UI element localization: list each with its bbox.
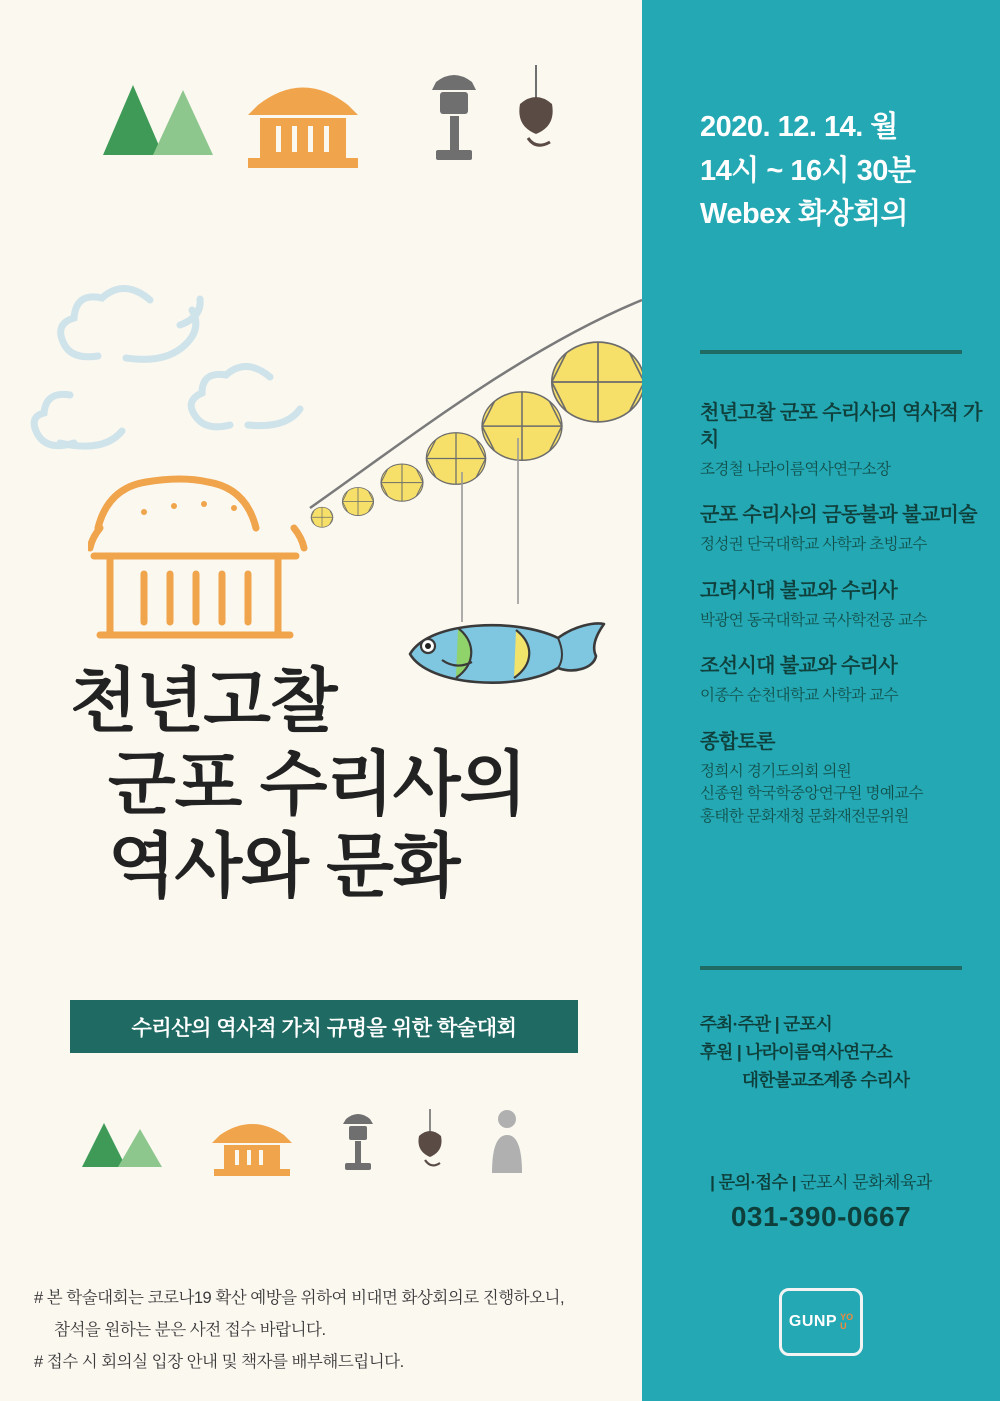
program-item <box>700 729 990 828</box>
bell-icon <box>418 1109 441 1165</box>
contact-info <box>642 1168 1000 1233</box>
poster-title <box>70 660 610 908</box>
program-title: 조선시대 불교와 수리사 <box>700 655 898 678</box>
program-title: 군포 수리사의 금동불과 불교미술 <box>700 504 977 527</box>
program-speakers <box>700 534 990 556</box>
subtitle-text: 수리산의 역사적 가치 규명을 위한 학술대회 <box>131 1016 517 1040</box>
mountain-icon <box>103 85 213 155</box>
speaker: 박광연 동국대학교 국사학전공 교수 <box>700 611 927 629</box>
logo-sub-text <box>840 1313 853 1332</box>
stone-lantern-icon <box>343 1114 373 1170</box>
monk-icon <box>492 1110 522 1173</box>
program-speakers <box>700 761 990 828</box>
program-item <box>700 653 990 707</box>
bottom-icon-row <box>70 1105 570 1185</box>
date-line-2: 14시 ~ 16시 30분 <box>700 154 916 187</box>
title-line-3: 역사와 문화 <box>108 827 460 906</box>
contact-label: | 문의·접수 | <box>710 1173 796 1192</box>
contact-phone[interactable]: 031-390-0667 <box>730 1201 912 1232</box>
speaker: 신종원 학국학중앙연구원 명예교수 <box>700 785 924 803</box>
mountain-icon <box>82 1123 162 1167</box>
program-title: 종합토론 <box>700 730 775 753</box>
program-item <box>700 400 990 481</box>
speaker: 정희시 경기도의회 의원 <box>700 762 852 780</box>
bell-icon <box>519 65 552 145</box>
gunpo-logo <box>779 1288 863 1356</box>
host-line-2: 후원 | 나라이름역사연구소 <box>700 1042 893 1062</box>
speaker: 이종수 순천대학교 사학과 교수 <box>700 687 898 705</box>
divider-bottom <box>700 966 962 970</box>
date-line-3: Webex 화상회의 <box>700 198 909 230</box>
subtitle-banner <box>70 1000 578 1053</box>
event-datetime <box>700 106 1000 237</box>
speaker: 정성권 단국대학교 사학과 초빙교수 <box>700 536 927 554</box>
contact-dept: 군포시 문화체육과 <box>800 1173 932 1192</box>
contact-label-row <box>642 1168 1000 1193</box>
logo-sub-bottom: U <box>840 1321 847 1331</box>
note-line-1: # 본 학술대회는 코로나19 확산 예방을 위하여 비대면 화상회의로 진행하오니, <box>34 1289 565 1307</box>
logo-main-text: GUNP <box>788 1313 838 1330</box>
host-line-3: 대한불교조계종 수리사 <box>742 1070 910 1090</box>
host-info <box>700 1010 1000 1094</box>
date-line-1: 2020. 12. 14. 월 <box>700 111 898 143</box>
divider-top <box>700 350 962 354</box>
right-panel <box>642 0 1000 1401</box>
host-line-1: 주최·주관 | 군포시 <box>700 1014 833 1034</box>
title-line-2: 군포 수리사의 <box>108 744 527 823</box>
logo-sub-top: YO <box>840 1311 854 1322</box>
program-item <box>700 578 990 632</box>
program-speakers <box>700 685 990 707</box>
note-line-3: # 접수 시 회의실 입장 안내 및 책자를 배부해드립니다. <box>34 1353 404 1372</box>
note-line-2: 참석을 원하는 분은 사전 접수 바랍니다. <box>54 1321 326 1340</box>
program-speakers <box>700 459 990 481</box>
speaker: 조경철 나라이름역사연구소장 <box>700 461 891 478</box>
program-speakers <box>700 610 990 632</box>
paper-lantern-string <box>250 240 642 660</box>
program-title: 고려시대 불교와 수리사 <box>700 579 898 602</box>
program-list <box>700 400 990 849</box>
temple-icon <box>248 88 358 169</box>
top-icon-row <box>58 60 598 190</box>
title-line-1: 천년고찰 <box>70 662 337 740</box>
program-item <box>700 502 990 556</box>
footer-notes <box>34 1282 614 1379</box>
stone-lantern-icon <box>432 75 476 160</box>
program-title: 천년고찰 군포 수리사의 역사적 가치 <box>700 402 982 451</box>
speaker: 홍태한 문화재청 문화재전문위원 <box>700 807 909 825</box>
temple-icon <box>212 1124 292 1176</box>
